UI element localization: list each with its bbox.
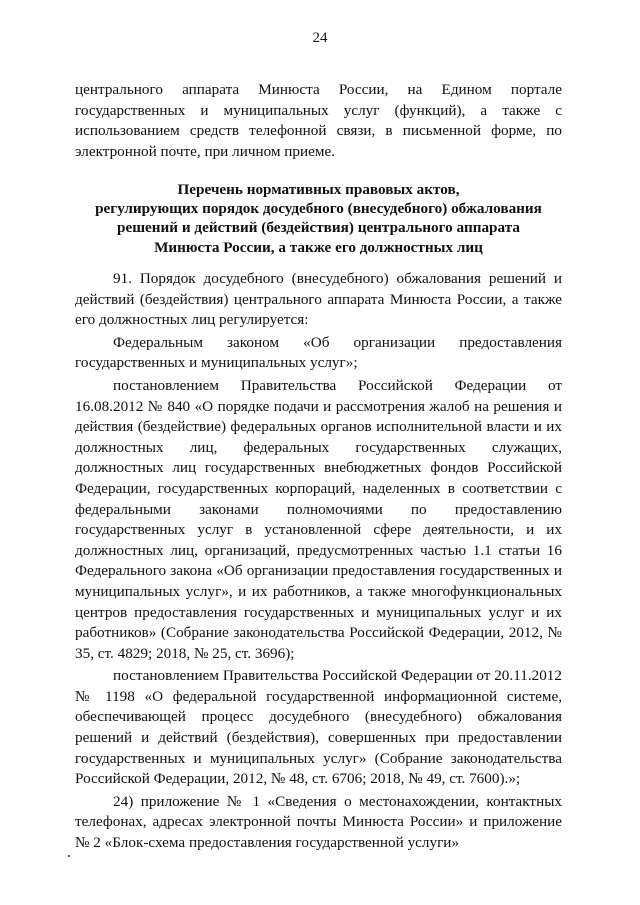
intro-block [75, 80, 562, 162]
paragraph-resolution-1198: постановлением Правительства Российской Федерации от 20.11.2012 № 1198 «О федеральной государственной информационной системе, обеспечивающей процесс досудебного (внесудебного) обжалования решений и действий (бездействия), совершенных при предоставлении государственных и муниципальных услуг» (Собрание законодательства Российской Федерации, 2012, № 48, ст. 6706; 2018, № 49, ст. 7600).»; [75, 667, 562, 788]
intro-paragraph: центрального аппарата Минюста России, на Едином портале государственных и муниципальных услуг (функций), а также с использованием средств телефонной связи, в письменной форме, по электронной почте, при личном приеме. [75, 81, 562, 160]
body-text [75, 269, 562, 856]
section-heading [75, 180, 562, 257]
heading-line: Минюста России, а также его должностных лиц [154, 238, 483, 256]
page-number: 24 [312, 30, 328, 46]
paragraph-resolution-840: постановлением Правительства Российской Федерации от 16.08.2012 № 840 «О порядке подачи и рассмотрения жалоб на решения и действия (бездействие) федеральных органов исполнительной власти и их должностных лиц, федеральных государственных служащих, должностных лиц государственных внебюджетных фондов Российской Федерации, государственных корпораций, наделенных в соответствии с федеральными законами полномочиями по предоставлению государственных услуг в установленной сфере деятельности, и их должностных лиц, организаций, предусмотренных частью 1.1 статьи 16 Федерального закона «Об организации предоставления государственных и муниципальных услуг», и их работников, а также многофункциональных центров предоставления государственных и муниципальных услуг и их работников» (Собрание законодательства Российской Федерации, 2012, № 35, ст. 4829; 2018, № 25, ст. 3696); [75, 376, 562, 662]
heading-line: Перечень нормативных правовых актов, [177, 181, 460, 198]
scan-speck [68, 855, 70, 857]
paragraph-91: 91. Порядок досудебного (внесудебного) обжалования решений и действий (бездействия) центрального аппарата Минюста России, а также его должностных лиц регулируется: [75, 270, 562, 329]
paragraph-item-24: 24) приложение № 1 «Сведения о местонахождении, контактных телефонах, адресах электронной почты Минюста России» и приложение № 2 «Блок-схема предоставления государственной услуги» [75, 792, 562, 852]
heading-line: решений и действий (бездействия) центрального аппарата [117, 219, 520, 237]
heading-line: регулирующих порядок досудебного (внесудебного) обжалования [95, 200, 542, 218]
paragraph-federal-law: Федеральным законом «Об организации предоставления государственных и муниципальных услуг»; [75, 333, 562, 372]
